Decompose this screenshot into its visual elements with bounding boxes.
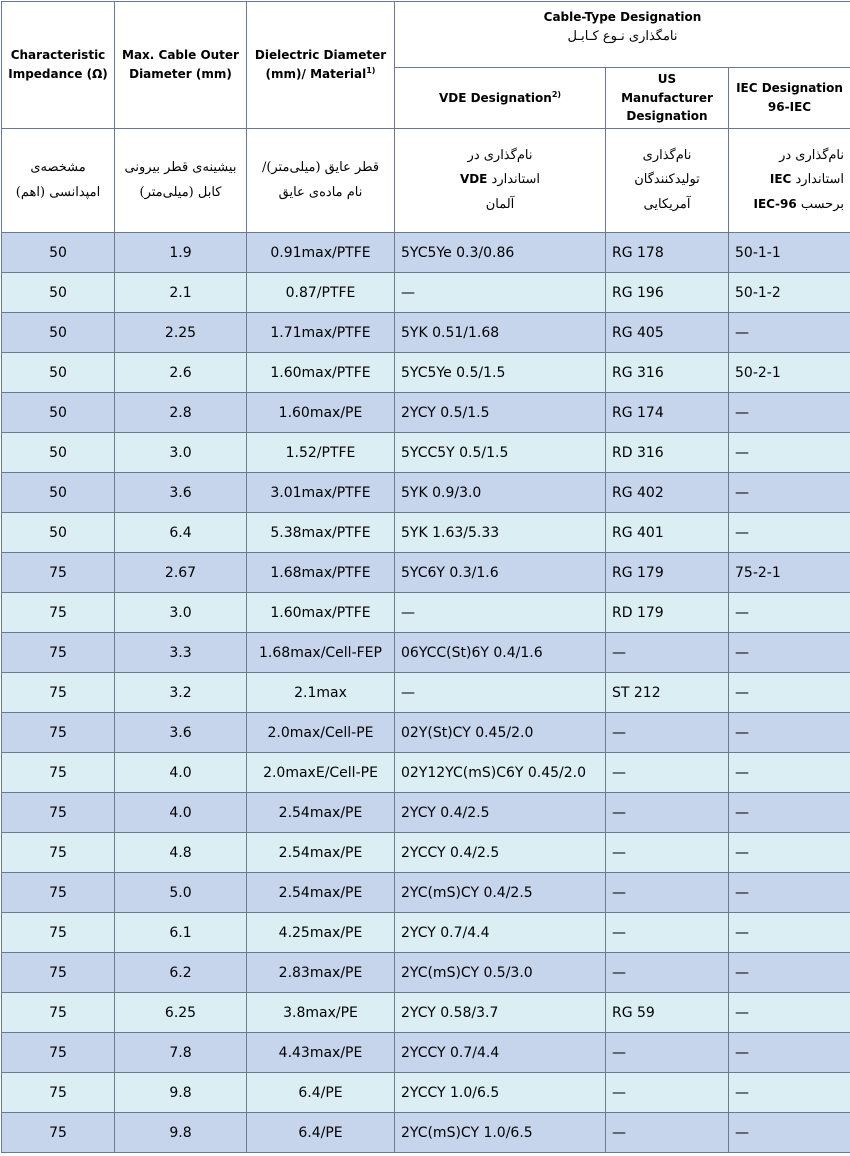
cell-us-manufacturer: RG 316: [606, 353, 729, 393]
cell-dielectric: 2.1max: [247, 673, 395, 713]
cell-vde: 2YCY 0.7/4.4: [395, 913, 606, 953]
cell-outer-diameter: 3.0: [115, 593, 247, 633]
table-row: [2, 713, 850, 753]
cell-us-manufacturer: —: [606, 713, 729, 753]
cell-impedance: 75: [2, 873, 115, 913]
table-row: [2, 553, 850, 593]
cell-impedance: 50: [2, 473, 115, 513]
cell-outer-diameter: 3.6: [115, 713, 247, 753]
header-vde-text: VDE Designation: [439, 91, 552, 105]
footnote-marker-1: 1): [366, 66, 375, 75]
cell-iec: —: [729, 673, 850, 713]
cell-iec: 75-2-1: [729, 553, 850, 593]
table-row: [2, 1033, 850, 1073]
cell-iec: —: [729, 713, 850, 753]
cell-iec: —: [729, 993, 850, 1033]
table-body: [2, 233, 850, 1153]
cell-us-manufacturer: —: [606, 1033, 729, 1073]
fa-vde-line1: نام‌گذاری در: [401, 144, 599, 168]
fa-header-iec: [729, 129, 850, 233]
cell-us-manufacturer: RG 59: [606, 993, 729, 1033]
cell-impedance: 75: [2, 593, 115, 633]
cell-impedance: 75: [2, 1033, 115, 1073]
cell-us-manufacturer: RG 401: [606, 513, 729, 553]
table-row: [2, 433, 850, 473]
cell-us-manufacturer: RG 402: [606, 473, 729, 513]
cell-vde: 2YCY 0.58/3.7: [395, 993, 606, 1033]
cell-iec: —: [729, 513, 850, 553]
table-row: [2, 313, 850, 353]
cell-impedance: 50: [2, 273, 115, 313]
fa-header-impedance: مشخصه‌ی امپدانسی (اهم): [2, 129, 115, 233]
fa-iec-line1: نام‌گذاری در: [735, 144, 844, 168]
cell-us-manufacturer: —: [606, 1073, 729, 1113]
cell-vde: 2YCY 0.5/1.5: [395, 393, 606, 433]
cell-us-manufacturer: RG 405: [606, 313, 729, 353]
cell-dielectric: 1.71max/PTFE: [247, 313, 395, 353]
cell-outer-diameter: 6.4: [115, 513, 247, 553]
cell-outer-diameter: 2.8: [115, 393, 247, 433]
cell-impedance: 75: [2, 913, 115, 953]
cell-us-manufacturer: RD 179: [606, 593, 729, 633]
cell-dielectric: 6.4/PE: [247, 1073, 395, 1113]
table-row: [2, 1113, 850, 1153]
cell-iec: 50-1-2: [729, 273, 850, 313]
table-row: [2, 793, 850, 833]
cell-vde: 2YCY 0.4/2.5: [395, 793, 606, 833]
cell-dielectric: 2.0max/Cell-PE: [247, 713, 395, 753]
cell-outer-diameter: 6.25: [115, 993, 247, 1033]
cell-outer-diameter: 3.6: [115, 473, 247, 513]
header-us-manufacturer: US Manufacturer Designation: [606, 68, 729, 129]
cell-impedance: 50: [2, 313, 115, 353]
cell-iec: 50-2-1: [729, 353, 850, 393]
cell-impedance: 75: [2, 633, 115, 673]
cell-dielectric: 3.8max/PE: [247, 993, 395, 1033]
fa-iec-line3: [735, 193, 844, 217]
cell-dielectric: 5.38max/PTFE: [247, 513, 395, 553]
table-row: [2, 353, 850, 393]
cell-vde: 5YK 0.51/1.68: [395, 313, 606, 353]
cell-dielectric: 2.83max/PE: [247, 953, 395, 993]
cell-iec: —: [729, 473, 850, 513]
cell-outer-diameter: 5.0: [115, 873, 247, 913]
cell-us-manufacturer: RD 316: [606, 433, 729, 473]
cell-iec: —: [729, 1033, 850, 1073]
cell-iec: —: [729, 873, 850, 913]
cell-outer-diameter: 2.67: [115, 553, 247, 593]
cell-vde: 02Y(St)CY 0.45/2.0: [395, 713, 606, 753]
cell-impedance: 50: [2, 513, 115, 553]
cell-iec: —: [729, 433, 850, 473]
header-cable-type-fa: نامگذاری نـوع کـابـل: [401, 27, 844, 47]
header-iec-line2: 96-IEC: [735, 98, 844, 117]
cell-iec: —: [729, 833, 850, 873]
table-row: [2, 873, 850, 913]
cell-iec: —: [729, 913, 850, 953]
cell-outer-diameter: 4.8: [115, 833, 247, 873]
fa-iec-code: IEC: [770, 172, 791, 186]
fa-iec-standard: استاندارد: [796, 172, 845, 187]
fa-iec-based-on: برحسب: [801, 197, 844, 212]
cell-vde: 5YCC5Y 0.5/1.5: [395, 433, 606, 473]
cell-impedance: 75: [2, 1113, 115, 1153]
header-impedance: Characteristic Impedance (Ω): [2, 2, 115, 129]
header-cable-type-group: [395, 2, 850, 68]
table-row: [2, 393, 850, 433]
cell-iec: —: [729, 753, 850, 793]
cell-outer-diameter: 2.25: [115, 313, 247, 353]
cell-us-manufacturer: RG 174: [606, 393, 729, 433]
cell-dielectric: 2.54max/PE: [247, 873, 395, 913]
cell-dielectric: 1.68max/PTFE: [247, 553, 395, 593]
cell-vde: 5YC5Ye 0.5/1.5: [395, 353, 606, 393]
cell-vde: 2YC(mS)CY 1.0/6.5: [395, 1113, 606, 1153]
cell-impedance: 75: [2, 1073, 115, 1113]
cell-vde: 2YCCY 0.7/4.4: [395, 1033, 606, 1073]
cell-dielectric: 2.54max/PE: [247, 793, 395, 833]
cell-us-manufacturer: RG 179: [606, 553, 729, 593]
cell-dielectric: 2.54max/PE: [247, 833, 395, 873]
fa-header-dielectric: قطر عایق (میلی‌متر)/ نام ماده‌ی عایق: [247, 129, 395, 233]
table-row: [2, 473, 850, 513]
cell-outer-diameter: 6.2: [115, 953, 247, 993]
cell-dielectric: 1.68max/Cell-FEP: [247, 633, 395, 673]
table-row: [2, 633, 850, 673]
header-outer-diameter: Max. Cable Outer Diameter (mm): [115, 2, 247, 129]
cell-impedance: 50: [2, 393, 115, 433]
cell-dielectric: 1.60max/PE: [247, 393, 395, 433]
cell-outer-diameter: 6.1: [115, 913, 247, 953]
cell-us-manufacturer: ST 212: [606, 673, 729, 713]
cell-us-manufacturer: —: [606, 633, 729, 673]
header-vde: [395, 68, 606, 129]
table-row: [2, 833, 850, 873]
table-row: [2, 673, 850, 713]
cell-dielectric: 0.87/PTFE: [247, 273, 395, 313]
cell-dielectric: 1.60max/PTFE: [247, 593, 395, 633]
cell-outer-diameter: 9.8: [115, 1073, 247, 1113]
cell-vde: 06YCC(St)6Y 0.4/1.6: [395, 633, 606, 673]
fa-iec-line2: [735, 168, 844, 192]
cell-impedance: 50: [2, 353, 115, 393]
cell-iec: 50-1-1: [729, 233, 850, 273]
cell-outer-diameter: 7.8: [115, 1033, 247, 1073]
cell-outer-diameter: 9.8: [115, 1113, 247, 1153]
fa-header-us: نام‌گذاری تولیدکنندگان آمریکایی: [606, 129, 729, 233]
cell-iec: —: [729, 793, 850, 833]
cell-vde: 5YC6Y 0.3/1.6: [395, 553, 606, 593]
cell-outer-diameter: 1.9: [115, 233, 247, 273]
cell-outer-diameter: 4.0: [115, 793, 247, 833]
table-row: [2, 1073, 850, 1113]
cell-vde: 2YCCY 0.4/2.5: [395, 833, 606, 873]
cell-vde: 5YK 1.63/5.33: [395, 513, 606, 553]
cell-impedance: 75: [2, 793, 115, 833]
fa-iec-code-2: 96-IEC: [754, 197, 797, 211]
cell-iec: —: [729, 1113, 850, 1153]
cell-impedance: 75: [2, 993, 115, 1033]
header-dielectric: [247, 2, 395, 129]
header-iec-line1: IEC Designation: [735, 79, 844, 98]
cell-outer-diameter: 3.3: [115, 633, 247, 673]
cell-vde: 5YK 0.9/3.0: [395, 473, 606, 513]
table-row: [2, 753, 850, 793]
cell-dielectric: 6.4/PE: [247, 1113, 395, 1153]
cell-us-manufacturer: —: [606, 753, 729, 793]
cell-impedance: 50: [2, 233, 115, 273]
cell-vde: —: [395, 273, 606, 313]
cell-us-manufacturer: —: [606, 913, 729, 953]
cell-vde: —: [395, 593, 606, 633]
cell-vde: 5YC5Ye 0.3/0.86: [395, 233, 606, 273]
header-cable-type-en: Cable-Type Designation: [401, 8, 844, 27]
fa-vde-line2: [401, 168, 599, 192]
cell-us-manufacturer: —: [606, 953, 729, 993]
cell-dielectric: 2.0maxE/Cell-PE: [247, 753, 395, 793]
fa-header-vde: [395, 129, 606, 233]
cell-vde: 2YC(mS)CY 0.5/3.0: [395, 953, 606, 993]
cell-outer-diameter: 2.6: [115, 353, 247, 393]
cell-iec: —: [729, 953, 850, 993]
table-row: [2, 513, 850, 553]
cell-impedance: 75: [2, 553, 115, 593]
cable-type-table: [1, 1, 850, 1153]
cell-dielectric: 1.60max/PTFE: [247, 353, 395, 393]
cell-dielectric: 4.43max/PE: [247, 1033, 395, 1073]
table-row: [2, 593, 850, 633]
cell-iec: —: [729, 633, 850, 673]
fa-vde-standard: استاندارد: [492, 172, 541, 187]
cell-vde: 02Y12YC(mS)C6Y 0.45/2.0: [395, 753, 606, 793]
cell-outer-diameter: 2.1: [115, 273, 247, 313]
table-row: [2, 953, 850, 993]
header-iec: [729, 68, 850, 129]
cell-iec: —: [729, 393, 850, 433]
cell-impedance: 50: [2, 433, 115, 473]
cell-impedance: 75: [2, 953, 115, 993]
cell-outer-diameter: 3.2: [115, 673, 247, 713]
table-row: [2, 273, 850, 313]
cell-us-manufacturer: RG 196: [606, 273, 729, 313]
cell-vde: 2YCCY 1.0/6.5: [395, 1073, 606, 1113]
fa-vde-line3: آلمان: [401, 193, 599, 217]
table-row: [2, 993, 850, 1033]
footnote-marker-2: 2): [552, 90, 561, 99]
fa-header-outer-diameter: بیشینه‌ی قطر بیرونی کابل (میلی‌متر): [115, 129, 247, 233]
table-row: [2, 913, 850, 953]
cell-us-manufacturer: —: [606, 873, 729, 913]
cell-dielectric: 1.52/PTFE: [247, 433, 395, 473]
cell-us-manufacturer: —: [606, 833, 729, 873]
table-row: [2, 233, 850, 273]
cell-impedance: 75: [2, 713, 115, 753]
cell-us-manufacturer: RG 178: [606, 233, 729, 273]
cell-impedance: 75: [2, 833, 115, 873]
cell-iec: —: [729, 593, 850, 633]
cell-iec: —: [729, 1073, 850, 1113]
cell-us-manufacturer: —: [606, 793, 729, 833]
cell-iec: —: [729, 313, 850, 353]
cell-outer-diameter: 3.0: [115, 433, 247, 473]
cell-us-manufacturer: —: [606, 1113, 729, 1153]
cell-vde: —: [395, 673, 606, 713]
cell-impedance: 75: [2, 753, 115, 793]
cell-vde: 2YC(mS)CY 0.4/2.5: [395, 873, 606, 913]
cell-impedance: 75: [2, 673, 115, 713]
cell-dielectric: 3.01max/PTFE: [247, 473, 395, 513]
fa-vde-code: VDE: [460, 172, 487, 186]
cell-dielectric: 4.25max/PE: [247, 913, 395, 953]
cell-outer-diameter: 4.0: [115, 753, 247, 793]
header-dielectric-text: Dielectric Diameter (mm)/ Material: [255, 48, 386, 81]
cell-dielectric: 0.91max/PTFE: [247, 233, 395, 273]
